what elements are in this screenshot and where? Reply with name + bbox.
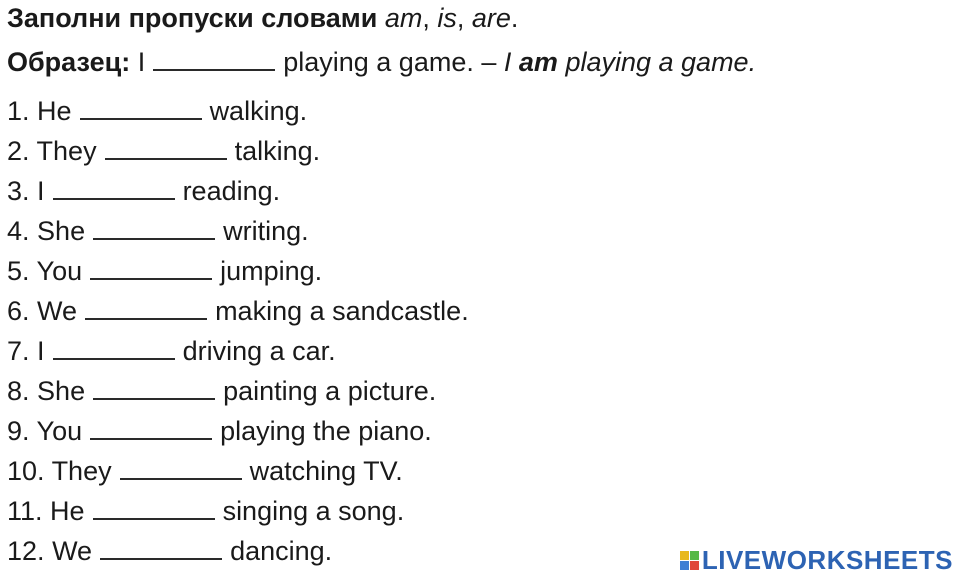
item-rest: watching TV. [249, 456, 403, 486]
word-is: is [437, 3, 457, 33]
item-subject: We [37, 296, 78, 326]
item-subject: They [51, 456, 112, 486]
liveworksheets-logo-icon [680, 551, 699, 570]
item-subject: She [37, 216, 86, 246]
item-subject: She [37, 376, 86, 406]
separator: , [422, 3, 438, 33]
brand-text: LIVEWORKSHEETS [701, 545, 953, 575]
example-rest: playing a game. – [283, 47, 497, 77]
task-instruction [7, 0, 518, 36]
item-subject: I [37, 176, 45, 206]
answer-blank[interactable] [85, 296, 207, 320]
instruction-text: Заполни пропуски словами [7, 3, 378, 33]
item-number: 1. [7, 96, 30, 126]
item-number: 3. [7, 176, 30, 206]
answer-blank[interactable] [80, 96, 202, 120]
exercise-item [7, 414, 469, 454]
exercise-item [7, 94, 469, 134]
example-sentence [7, 44, 756, 80]
logo-square [680, 561, 689, 570]
item-rest: reading. [182, 176, 281, 206]
exercise-item [7, 534, 469, 574]
answer-blank[interactable] [53, 336, 175, 360]
answer-blank[interactable] [53, 176, 175, 200]
exercise-item [7, 214, 469, 254]
item-number: 11. [7, 496, 43, 526]
item-number: 7. [7, 336, 30, 366]
item-rest: singing a song. [222, 496, 405, 526]
logo-square [690, 561, 699, 570]
item-number: 10. [7, 456, 45, 486]
item-subject: I [37, 336, 45, 366]
word-am: am [384, 3, 423, 33]
answer-blank[interactable] [120, 456, 242, 480]
answer-blank[interactable] [93, 496, 215, 520]
item-number: 5. [7, 256, 30, 286]
exercise-item [7, 254, 469, 294]
item-rest: dancing. [230, 536, 333, 566]
item-rest: writing. [223, 216, 309, 246]
item-number: 2. [7, 136, 30, 166]
example-answer [504, 47, 756, 77]
item-subject: We [52, 536, 93, 566]
answer-blank[interactable] [93, 376, 215, 400]
item-number: 8. [7, 376, 30, 406]
item-rest: playing the piano. [220, 416, 432, 446]
item-number: 4. [7, 216, 30, 246]
answer-blank[interactable] [93, 216, 215, 240]
item-number: 12. [7, 536, 45, 566]
item-subject: You [36, 416, 83, 446]
example-label: Образец: [7, 47, 131, 77]
item-rest: making a sandcastle. [215, 296, 469, 326]
exercise-item [7, 334, 469, 374]
item-number: 6. [7, 296, 30, 326]
logo-square [680, 551, 689, 560]
exercise-item [7, 174, 469, 214]
exercise-item [7, 134, 469, 174]
item-subject: He [50, 496, 85, 526]
item-rest: painting a picture. [223, 376, 437, 406]
answer-blank[interactable] [100, 536, 222, 560]
item-subject: You [36, 256, 83, 286]
answer-subject: I [503, 47, 512, 77]
exercise-list [7, 94, 469, 574]
liveworksheets-logo [680, 545, 953, 576]
answer-rest: playing a game. [565, 47, 757, 77]
item-rest: walking. [209, 96, 308, 126]
answer-blank[interactable] [90, 416, 212, 440]
exercise-item [7, 454, 469, 494]
item-rest: jumping. [220, 256, 323, 286]
period: . [510, 3, 519, 33]
word-are: are [471, 3, 511, 33]
exercise-item [7, 294, 469, 334]
item-number: 9. [7, 416, 30, 446]
item-rest: talking. [234, 136, 321, 166]
exercise-item [7, 374, 469, 414]
item-subject: He [37, 96, 72, 126]
answer-verb: am [518, 47, 558, 77]
exercise-item [7, 494, 469, 534]
separator: , [456, 3, 472, 33]
item-subject: They [36, 136, 97, 166]
item-rest: driving a car. [182, 336, 336, 366]
answer-blank[interactable] [105, 136, 227, 160]
logo-square [690, 551, 699, 560]
example-blank [153, 47, 275, 71]
example-subject: I [137, 47, 146, 77]
answer-blank[interactable] [90, 256, 212, 280]
